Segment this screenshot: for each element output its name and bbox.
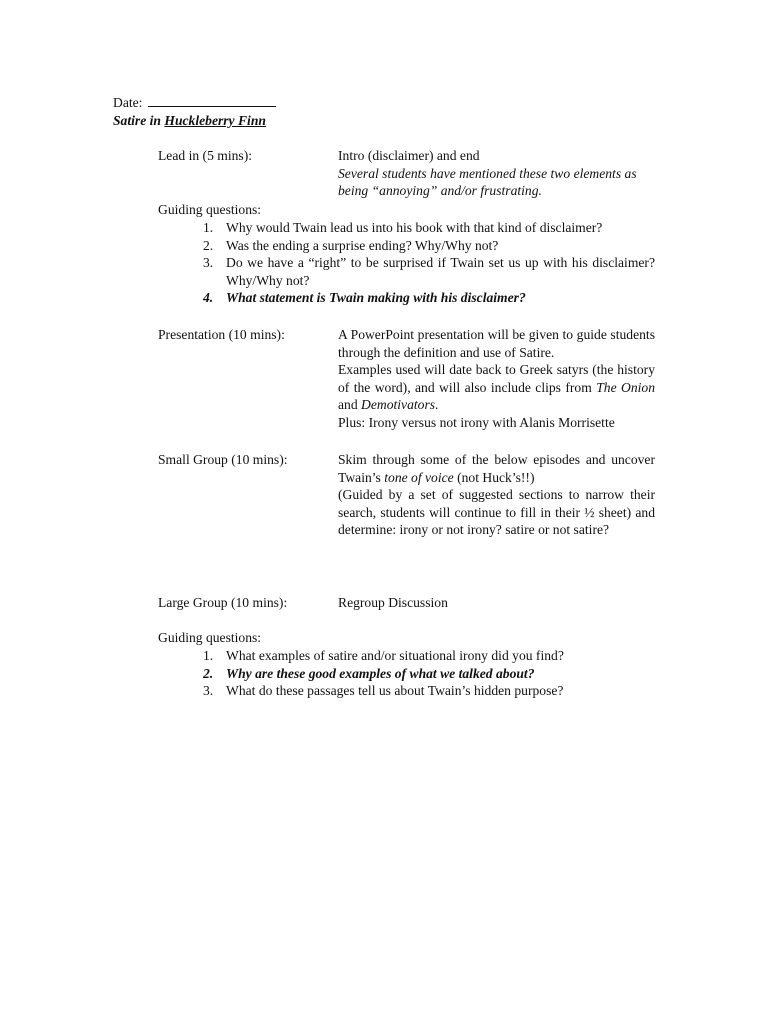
lead-in-line: Intro (disclaimer) and end: [338, 148, 480, 163]
item-number: 2.: [203, 665, 214, 681]
presentation-p2: [338, 361, 655, 414]
guiding-questions-1-label: Guiding questions:: [158, 202, 262, 217]
list-item: [203, 237, 655, 255]
list-item: [203, 289, 655, 307]
small-group-p1: [338, 451, 655, 486]
small-group-label: Small Group (10 mins):: [158, 452, 288, 467]
list-item: [203, 219, 655, 237]
page-title: [113, 112, 266, 130]
presentation-label: Presentation (10 mins):: [158, 327, 285, 342]
item-number: 2.: [203, 237, 214, 253]
list-item: [203, 647, 655, 665]
list-item: [203, 665, 655, 683]
small-group-description: [338, 451, 655, 539]
p2-end: .: [435, 397, 439, 412]
item-number: 1.: [203, 220, 214, 235]
item-text: What examples of satire and/or situational irony did you find?: [226, 648, 564, 663]
lead-in-note: Several students have mentioned these two elements as being “annoying” and/or frustrating.: [338, 165, 637, 198]
item-number: 4.: [203, 290, 214, 305]
presentation-p1: A PowerPoint presentation will be given to guide students through the definition and use of Satire.: [338, 327, 655, 360]
large-group-label: Large Group (10 mins):: [158, 595, 288, 610]
date-blank-line: [148, 94, 276, 107]
guiding-questions-1-list: [203, 219, 655, 307]
tone-of-voice: tone of voice: [384, 469, 454, 485]
list-item: [203, 682, 655, 700]
presentation-description: [338, 326, 655, 431]
lead-in-label: Lead in (5 mins):: [158, 148, 253, 163]
p1-end: (not Huck’s!!): [453, 469, 535, 485]
presentation-p3: Plus: Irony versus not irony with Alanis Morrisette: [338, 414, 615, 430]
guiding-questions-2-list: [203, 647, 655, 700]
p2-text: Examples used will date back to Greek satyrs (the history of the word), and will also include clips from: [338, 362, 655, 395]
item-text: Was the ending a surprise ending? Why/Why not?: [226, 237, 499, 253]
item-text: Why are these good examples of what we talked about?: [226, 665, 535, 681]
item-text: Do we have a “right” to be surprised if Twain set us up with his disclaimer? Why/Why not?: [226, 255, 655, 288]
date-label: Date:: [113, 95, 143, 110]
date-field: [113, 94, 276, 112]
item-number: 1.: [203, 648, 214, 663]
item-text: What do these passages tell us about Twain’s hidden purpose?: [226, 683, 564, 698]
the-onion-ref: The Onion: [596, 379, 655, 395]
p1-text: Skim through some of the below episodes and uncover Twain’s: [338, 452, 655, 485]
p2-and: and: [338, 397, 362, 412]
item-number: 3.: [203, 255, 214, 270]
large-group-description: Regroup Discussion: [338, 595, 448, 610]
small-group-p2: (Guided by a set of suggested sections to narrow their search, students will continue to fill in their ½ sheet) and determine: irony or not irony? satire or not satire?: [338, 487, 655, 537]
item-text: Why would Twain lead us into his book with that kind of disclaimer?: [226, 220, 603, 235]
item-text: What statement is Twain making with his disclaimer?: [226, 290, 526, 305]
lead-in-description: [338, 147, 655, 200]
guiding-questions-2-label: Guiding questions:: [158, 630, 262, 645]
list-item: [203, 254, 655, 289]
demotivators-ref: Demotivators: [361, 397, 436, 412]
title-book: Huckleberry Finn: [164, 113, 266, 128]
item-number: 3.: [203, 683, 214, 698]
title-prefix: Satire in: [113, 113, 165, 128]
